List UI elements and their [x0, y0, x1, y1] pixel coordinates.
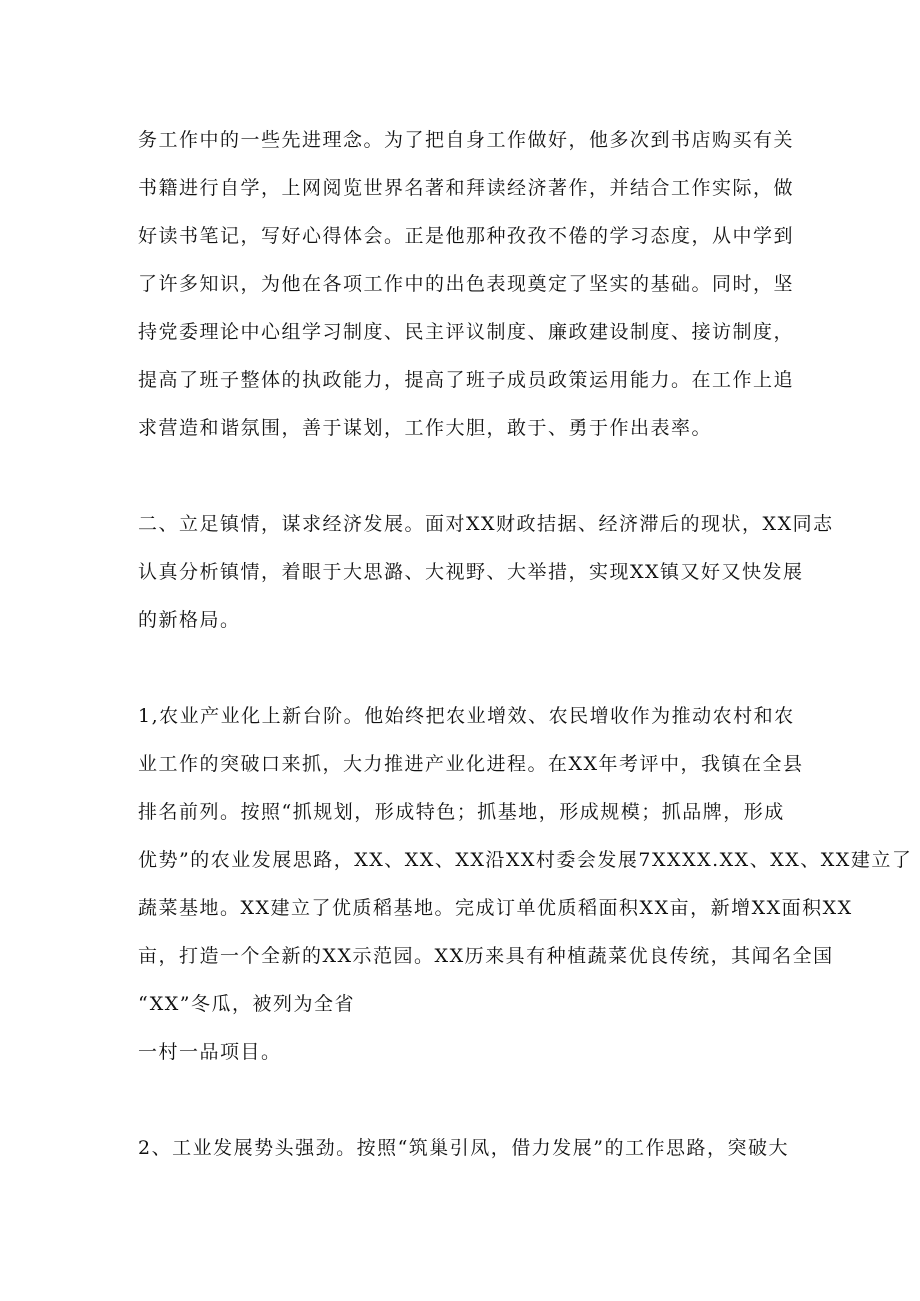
- paragraph-section-two: [138, 500, 834, 644]
- text-line: 持党委理论中心组学习制度、民主评议制度、廉政建设制度、接访制度，: [138, 321, 795, 343]
- text-line: 2、工业发展势头强劲。按照“筑巢引凤，借力发展”的工作思路，突破大: [138, 1137, 790, 1159]
- text-line: 一村一品项目。: [138, 1041, 282, 1063]
- text-line: 1,农业产业化上新台阶。他始终把农业增效、农民增收作为推动农村和农: [138, 705, 795, 727]
- text-line: 蔬菜基地。XX建立了优质稻基地。完成订单优质稻面积XX亩，新增XX面积XX: [138, 897, 853, 919]
- text-line: 二、立足镇情，谋求经济发展。面对XX财政拮据、经济滞后的现状，XX同志: [138, 513, 834, 535]
- text-line: 书籍进行自学，上网阅览世界名著和拜读经济著作，并结合工作实际，做: [138, 177, 795, 199]
- text-line: 业工作的突破口来抓，大力推进产业化进程。在XX年考评中，我镇在全县: [138, 753, 804, 775]
- text-line: 提高了班子整体的执政能力，提高了班子成员政策运用能力。在工作上追: [138, 369, 795, 391]
- paragraph-industry: [138, 1124, 788, 1172]
- text-line: 了许多知识，为他在各项工作中的出色表现奠定了坚实的基础。同时，坚: [138, 273, 795, 295]
- paragraph-agriculture-continued: [138, 1028, 788, 1076]
- text-line: 优势”的农业发展思路，XX、XX、XX沿XX村委会发展7XXXX.XX、XX、XX建立了: [138, 849, 913, 871]
- text-line: 求营造和谐氛围，善于谋划，工作大胆，敢于、勇于作出表率。: [138, 417, 713, 439]
- text-line: 排名前列。按照“抓规划，形成特色；抓基地，形成规模；抓品牌，形成: [138, 801, 785, 823]
- paragraph-agriculture: [138, 692, 913, 1028]
- text-line: 务工作中的一些先进理念。为了把自身工作做好，他多次到书店购买有关: [138, 129, 795, 151]
- text-line: “XX”冬瓜，被列为全省: [138, 993, 356, 1015]
- paragraph-study-habits: [138, 116, 795, 452]
- text-line: 认真分析镇情，着眼于大思潞、大视野、大举措，实现XX镇又好又快发展: [138, 561, 804, 583]
- text-line: 亩，打造一个全新的XX示范园。XX历来具有种植蔬菜优良传统，其闻名全国: [138, 945, 834, 967]
- text-line: 的新格局。: [138, 609, 241, 631]
- text-line: 好读书笔记，写好心得体会。正是他那种孜孜不倦的学习态度，从中学到: [138, 225, 795, 247]
